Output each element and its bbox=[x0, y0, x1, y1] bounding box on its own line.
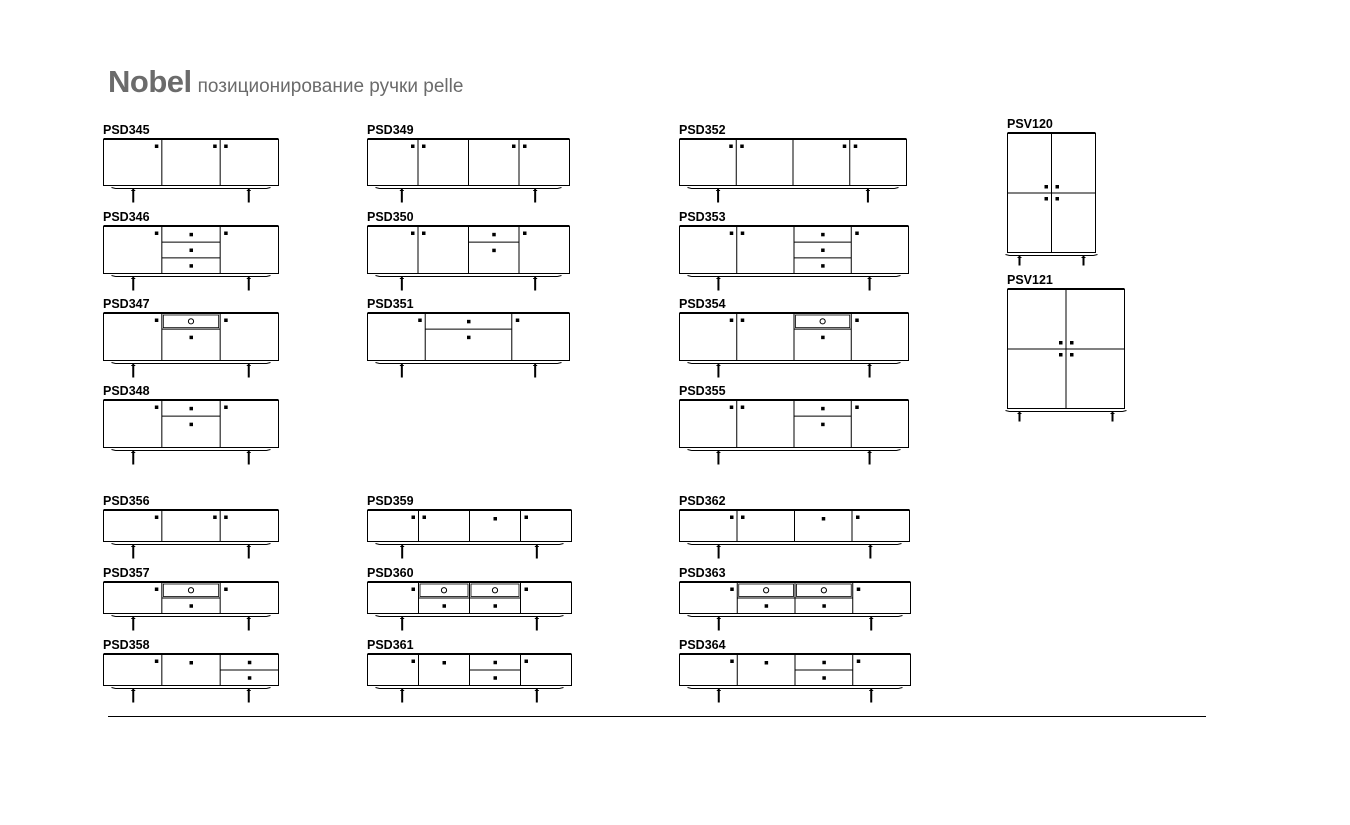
handle-icon bbox=[821, 336, 825, 340]
handle-icon bbox=[190, 336, 194, 340]
handle-icon bbox=[190, 661, 194, 665]
handle-icon bbox=[155, 319, 159, 323]
handle-icon bbox=[494, 661, 498, 665]
handle-icon bbox=[494, 676, 498, 680]
handle-icon bbox=[224, 319, 228, 323]
handle-icon bbox=[856, 516, 860, 520]
handle-icon bbox=[248, 676, 252, 680]
handle-icon bbox=[822, 604, 826, 608]
product-code: PSD357 bbox=[103, 566, 150, 580]
product-code: PSV121 bbox=[1007, 273, 1053, 287]
bottom-rule bbox=[108, 716, 1206, 717]
drawer-inset bbox=[471, 584, 519, 597]
drawer-inset bbox=[163, 315, 218, 328]
cabinet-drawing bbox=[679, 399, 912, 465]
page-subtitle: позиционирование ручки pelle bbox=[197, 76, 464, 97]
product-code: PSD354 bbox=[679, 297, 726, 311]
product-code: PSD351 bbox=[367, 297, 414, 311]
page-title bbox=[108, 64, 463, 100]
handle-icon bbox=[730, 232, 734, 236]
handle-icon bbox=[190, 407, 194, 411]
drawer-inset bbox=[797, 584, 852, 597]
round-handle-icon bbox=[188, 588, 193, 593]
product-code: PSD352 bbox=[679, 123, 726, 137]
handle-icon bbox=[155, 145, 159, 149]
cabinet-drawing bbox=[679, 509, 913, 559]
product-code: PSD359 bbox=[367, 494, 414, 508]
handle-icon bbox=[525, 516, 529, 520]
handle-icon bbox=[224, 145, 228, 149]
handle-icon bbox=[821, 423, 825, 427]
handle-icon bbox=[412, 516, 416, 520]
handle-icon bbox=[741, 516, 745, 520]
product-code: PSD353 bbox=[679, 210, 726, 224]
cabinet-drawing bbox=[103, 312, 282, 378]
cabinet-drawing bbox=[679, 225, 912, 291]
handle-icon bbox=[741, 319, 745, 323]
cabinet-group bbox=[368, 654, 572, 703]
handle-icon bbox=[855, 319, 859, 323]
handle-icon bbox=[1059, 353, 1063, 357]
handle-icon bbox=[213, 516, 217, 520]
handle-icon bbox=[516, 319, 520, 323]
cabinet-drawing bbox=[103, 581, 282, 631]
handle-icon bbox=[224, 406, 228, 410]
brand-name: Nobel bbox=[108, 64, 192, 99]
cabinet-group bbox=[1006, 133, 1098, 266]
handle-icon bbox=[821, 233, 825, 237]
handle-icon bbox=[1070, 341, 1074, 345]
cabinet-drawing bbox=[367, 509, 575, 559]
handle-icon bbox=[730, 516, 734, 520]
handle-icon bbox=[492, 233, 496, 237]
handle-icon bbox=[155, 660, 159, 664]
cabinet-group bbox=[368, 510, 572, 559]
cabinet-group bbox=[104, 139, 279, 203]
cabinet-drawing bbox=[367, 581, 575, 631]
cabinet-drawing bbox=[103, 653, 282, 703]
product-code: PSD363 bbox=[679, 566, 726, 580]
cabinet-group bbox=[680, 313, 909, 378]
handle-icon bbox=[1070, 353, 1074, 357]
drawer-inset bbox=[163, 584, 218, 597]
cabinet-drawing bbox=[103, 509, 282, 559]
handle-icon bbox=[740, 145, 744, 149]
handle-icon bbox=[855, 232, 859, 236]
product-code: PSD350 bbox=[367, 210, 414, 224]
cabinet-body bbox=[104, 511, 279, 542]
handle-icon bbox=[741, 406, 745, 410]
handle-icon bbox=[155, 406, 159, 410]
product-code: PSD362 bbox=[679, 494, 726, 508]
handle-icon bbox=[741, 232, 745, 236]
handle-icon bbox=[492, 249, 496, 253]
handle-icon bbox=[854, 145, 858, 149]
cabinet-group bbox=[368, 226, 570, 291]
product-code: PSD364 bbox=[679, 638, 726, 652]
handle-icon bbox=[1059, 341, 1063, 345]
cabinet-group bbox=[680, 510, 910, 559]
handle-icon bbox=[190, 233, 194, 237]
round-handle-icon bbox=[492, 588, 497, 593]
cabinet-drawing bbox=[103, 399, 282, 465]
handle-icon bbox=[213, 145, 217, 149]
handle-icon bbox=[730, 660, 734, 664]
handle-icon bbox=[155, 232, 159, 236]
handle-icon bbox=[857, 588, 861, 592]
handle-icon bbox=[730, 588, 734, 592]
product-code: PSD346 bbox=[103, 210, 150, 224]
cabinet-drawing bbox=[103, 225, 282, 291]
handle-icon bbox=[155, 516, 159, 520]
product-code: PSD348 bbox=[103, 384, 150, 398]
product-code: PSD361 bbox=[367, 638, 414, 652]
product-code: PSD347 bbox=[103, 297, 150, 311]
handle-icon bbox=[412, 660, 416, 664]
cabinet-group bbox=[680, 582, 911, 631]
handle-icon bbox=[843, 145, 847, 149]
cabinet-group bbox=[1006, 289, 1127, 422]
cabinet-drawing bbox=[679, 653, 914, 703]
handle-icon bbox=[765, 604, 769, 608]
cabinet-drawing bbox=[367, 312, 573, 378]
cabinet-group bbox=[680, 226, 909, 291]
drawer-inset bbox=[796, 315, 850, 328]
cabinet-group bbox=[104, 313, 279, 378]
handle-icon bbox=[821, 264, 825, 268]
handle-icon bbox=[525, 660, 529, 664]
cabinet-group bbox=[680, 400, 909, 465]
handle-icon bbox=[765, 661, 769, 665]
handle-icon bbox=[523, 232, 527, 236]
product-code: PSD356 bbox=[103, 494, 150, 508]
cabinet-group bbox=[104, 654, 279, 703]
round-handle-icon bbox=[188, 319, 193, 324]
handle-icon bbox=[224, 588, 228, 592]
drawer-inset bbox=[420, 584, 468, 597]
cabinet-group bbox=[368, 139, 570, 203]
handle-icon bbox=[224, 516, 228, 520]
handle-icon bbox=[155, 588, 159, 592]
round-handle-icon bbox=[821, 588, 826, 593]
handle-icon bbox=[523, 145, 527, 149]
handle-icon bbox=[190, 604, 194, 608]
cabinet-drawing bbox=[367, 138, 573, 203]
handle-icon bbox=[224, 232, 228, 236]
cabinet-group bbox=[368, 313, 570, 378]
handle-icon bbox=[855, 406, 859, 410]
cabinet-drawing bbox=[679, 312, 912, 378]
cabinet-group bbox=[104, 582, 279, 631]
cabinet-drawing bbox=[679, 138, 910, 203]
handle-icon bbox=[443, 661, 447, 665]
handle-icon bbox=[411, 232, 415, 236]
handle-icon bbox=[729, 145, 733, 149]
handle-icon bbox=[412, 588, 416, 592]
product-code: PSD355 bbox=[679, 384, 726, 398]
handle-icon bbox=[467, 320, 471, 324]
handle-icon bbox=[1056, 185, 1060, 189]
product-code: PSD360 bbox=[367, 566, 414, 580]
handle-icon bbox=[821, 249, 825, 253]
cabinet-drawing bbox=[367, 225, 573, 291]
handle-icon bbox=[730, 406, 734, 410]
handle-icon bbox=[525, 588, 529, 592]
round-handle-icon bbox=[764, 588, 769, 593]
round-handle-icon bbox=[441, 588, 446, 593]
handle-icon bbox=[1056, 197, 1060, 201]
product-code: PSD358 bbox=[103, 638, 150, 652]
cabinet-group bbox=[368, 582, 572, 631]
cabinet-drawing bbox=[679, 581, 914, 631]
handle-icon bbox=[422, 232, 426, 236]
cabinet-drawing bbox=[1007, 288, 1128, 422]
handle-icon bbox=[418, 319, 422, 323]
handle-icon bbox=[512, 145, 516, 149]
round-handle-icon bbox=[820, 319, 825, 324]
handle-icon bbox=[467, 336, 471, 340]
cabinet-group bbox=[104, 226, 279, 291]
handle-icon bbox=[1045, 197, 1049, 201]
cabinet-group bbox=[104, 510, 279, 559]
handle-icon bbox=[822, 676, 826, 680]
cabinet-drawing bbox=[103, 138, 282, 203]
handle-icon bbox=[821, 407, 825, 411]
handle-icon bbox=[190, 264, 194, 268]
handle-icon bbox=[248, 661, 252, 665]
handle-icon bbox=[822, 661, 826, 665]
product-code: PSD345 bbox=[103, 123, 150, 137]
handle-icon bbox=[190, 423, 194, 427]
cabinet-group bbox=[680, 654, 911, 703]
handle-icon bbox=[443, 604, 447, 608]
handle-icon bbox=[730, 319, 734, 323]
handle-icon bbox=[411, 145, 415, 149]
handle-icon bbox=[494, 517, 498, 521]
cabinet-drawing bbox=[1007, 132, 1099, 266]
drawer-inset bbox=[739, 584, 794, 597]
handle-icon bbox=[494, 604, 498, 608]
cabinet-body bbox=[104, 140, 279, 186]
product-code: PSV120 bbox=[1007, 117, 1053, 131]
product-code: PSD349 bbox=[367, 123, 414, 137]
cabinet-group bbox=[680, 139, 907, 203]
cabinet-group bbox=[104, 400, 279, 465]
cabinet-drawing bbox=[367, 653, 575, 703]
handle-icon bbox=[822, 517, 826, 521]
handle-icon bbox=[190, 249, 194, 253]
handle-icon bbox=[422, 145, 426, 149]
handle-icon bbox=[1045, 185, 1049, 189]
handle-icon bbox=[857, 660, 861, 664]
handle-icon bbox=[423, 516, 427, 520]
